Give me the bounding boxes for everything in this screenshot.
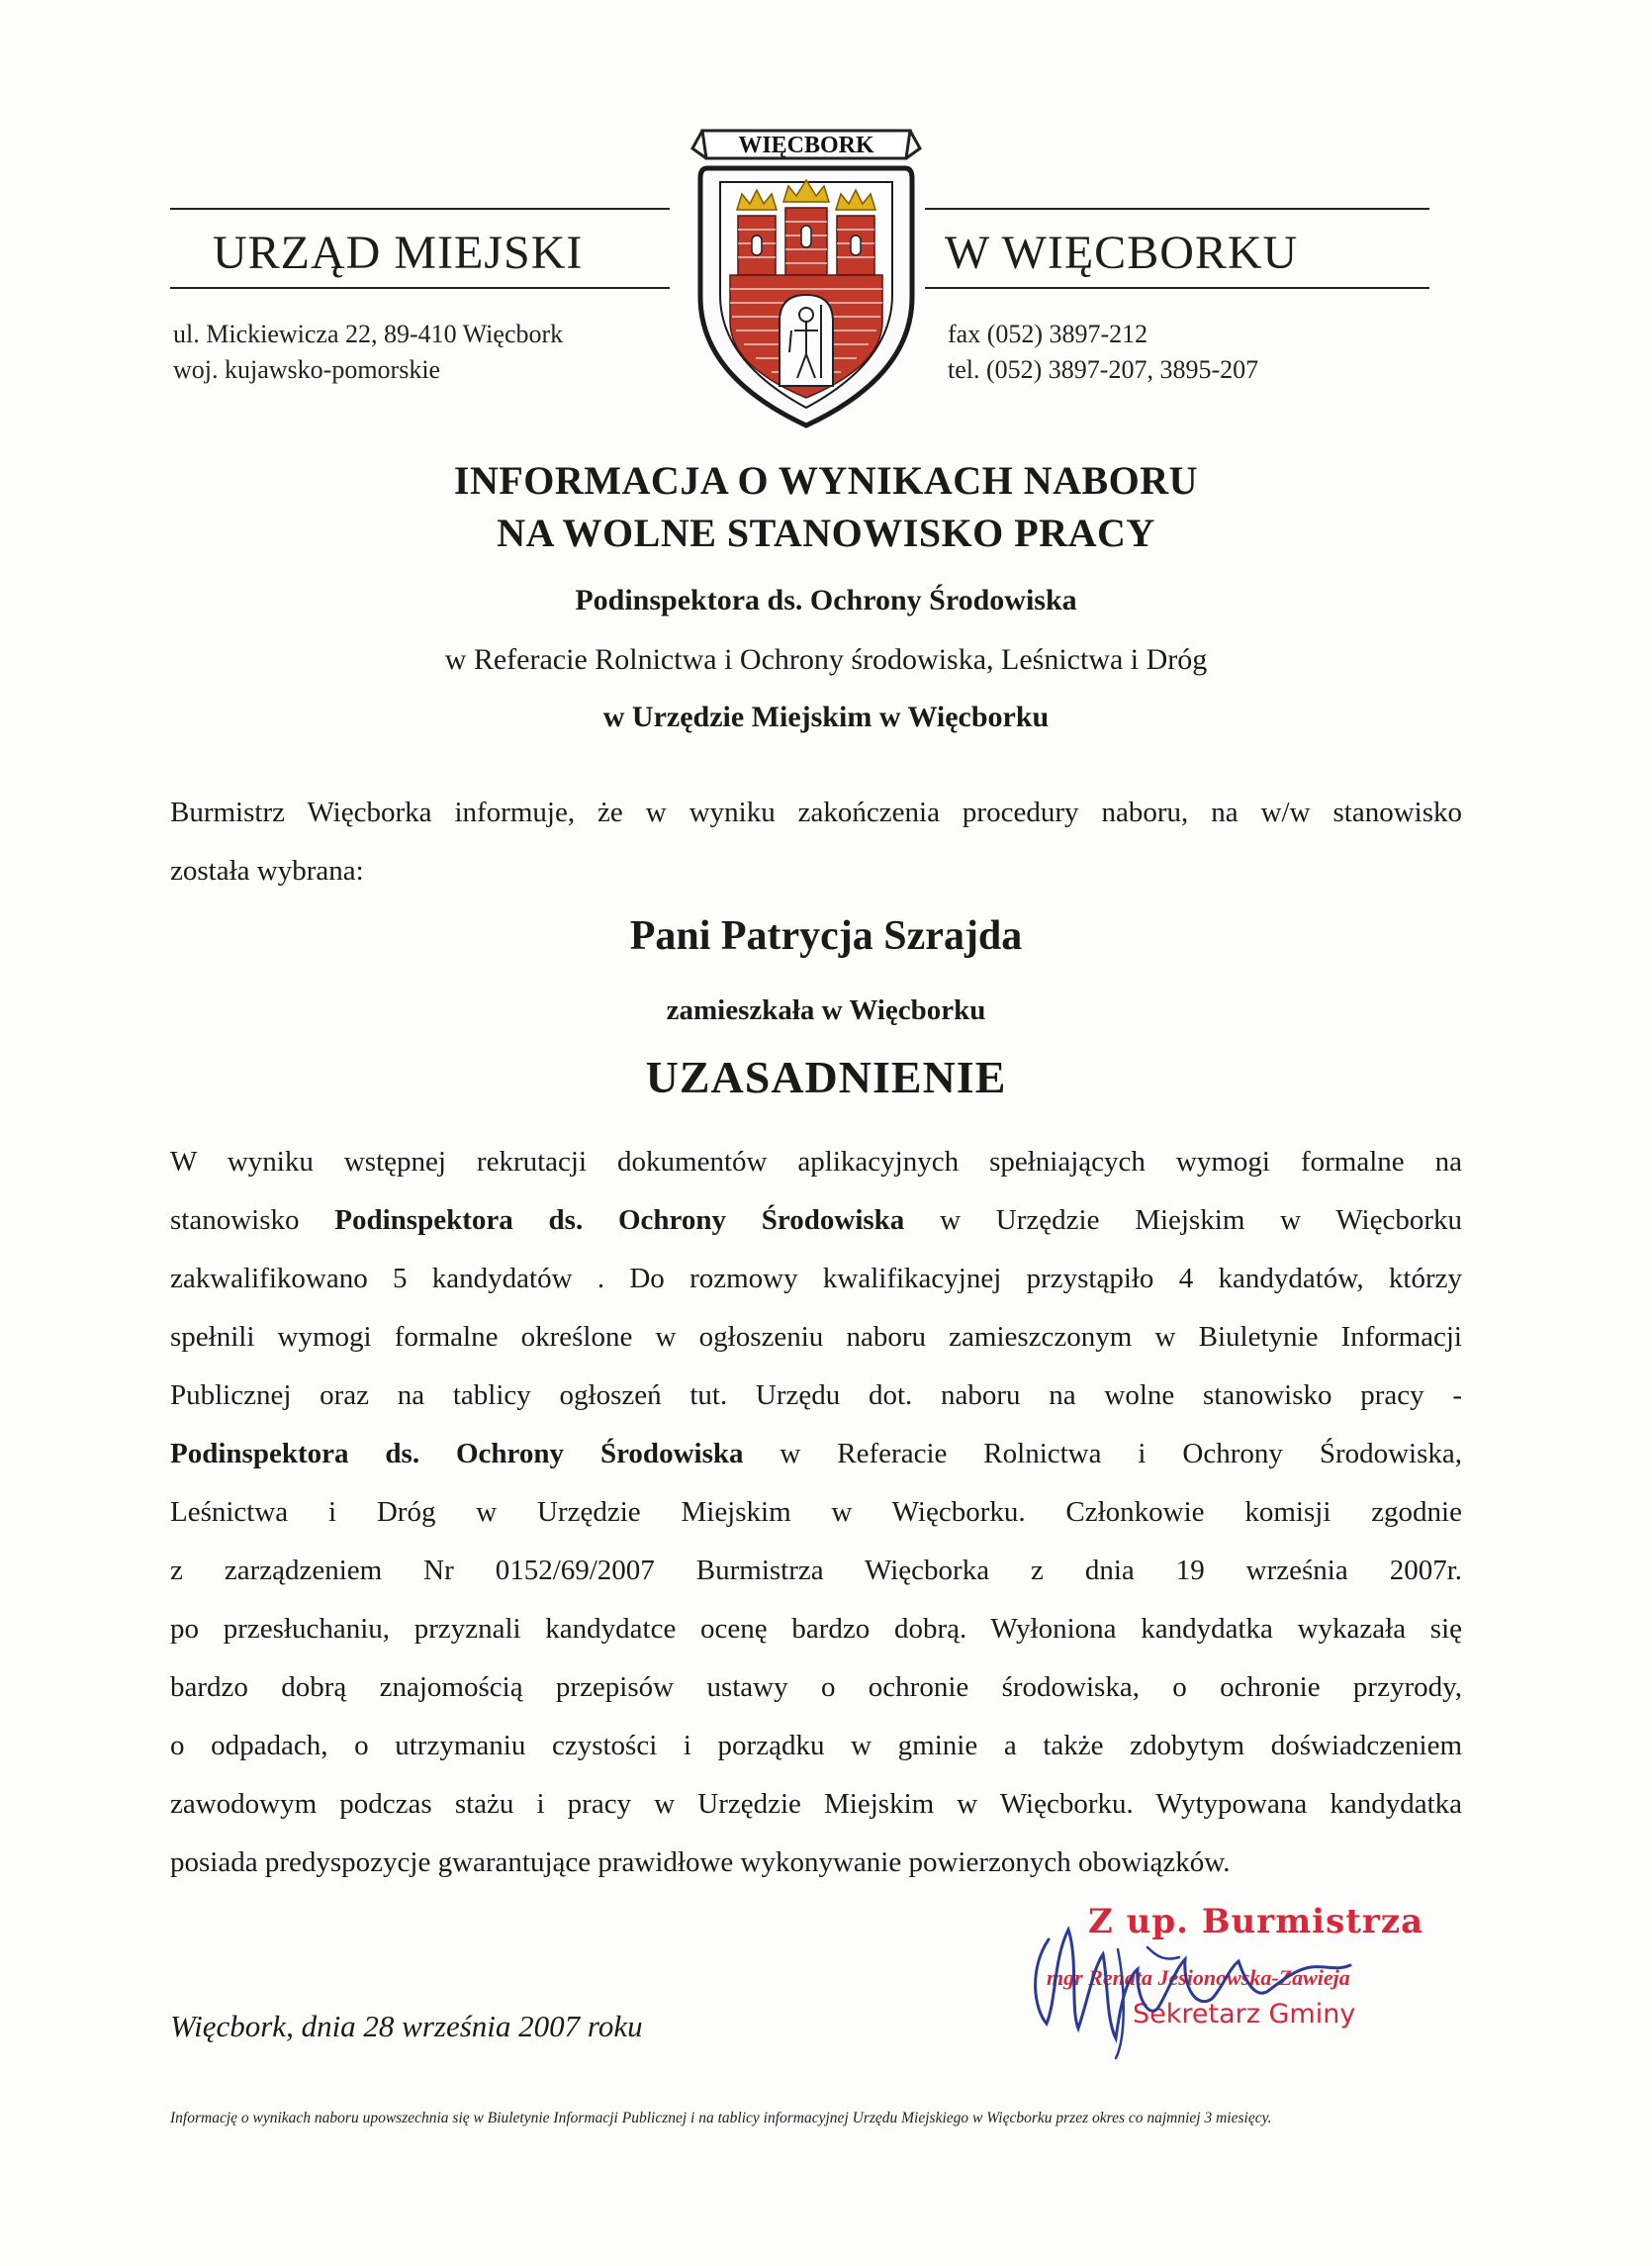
justification-line: z zarządzeniem Nr 0152/69/2007 Burmistrza Więcborka z dnia 19 września 2007r. xyxy=(170,1555,1462,1586)
intro-line-1: Burmistrz Więcborka informuje, że w wyniku zakończenia procedury naboru, na w/w stanowisko xyxy=(170,797,1462,828)
justification-line: spełnili wymogi formalne określone w ogłoszeniu naboru zamieszczonym w Biuletynie Informacji xyxy=(170,1321,1462,1353)
justification-line: zakwalifikowano 5 kandydatów . Do rozmowy kwalifikacyjnej przystąpiło 4 kandydatów, którzy xyxy=(170,1263,1462,1294)
department-name: w Referacie Rolnictwa i Ochrony środowiska, Leśnictwa i Dróg xyxy=(444,643,1208,676)
justification-paragraph xyxy=(170,1133,1462,1892)
crest-label: WIĘCBORK xyxy=(738,133,874,158)
contact-block xyxy=(948,317,1258,388)
text-fragment: stanowisko xyxy=(170,1204,300,1236)
stamp-authority: Z up. Burmistrza xyxy=(1088,1902,1424,1941)
header-rule-left-top xyxy=(170,208,670,210)
selected-candidate-name: Pani Patrycja Szrajda xyxy=(629,913,1023,959)
handwritten-signature xyxy=(1009,1900,1444,2068)
office-name-left: URZĄD MIEJSKI xyxy=(213,227,584,279)
header-rule-left-bottom xyxy=(170,287,670,289)
justification-line: zawodowym podczas stażu i pracy w Urzędzie Miejskim w Więcborku. Wytypowana kandydatka xyxy=(170,1788,1462,1820)
justification-line: Publicznej oraz na tablicy ogłoszeń tut. Urzędu dot. naboru na wolne stanowisko pracy - xyxy=(170,1379,1462,1411)
justification-line: bardzo dobrą znajomością przepisów ustawy o ochronie środowiska, o ochronie przyrody, xyxy=(170,1671,1462,1703)
title-line-2: NA WOLNE STANOWISKO PRACY xyxy=(497,511,1155,555)
coat-of-arms-icon xyxy=(683,119,930,445)
footnote: Informację o wynikach naboru upowszechnia się w Biuletynie Informacji Publicznej i na tablicy informacyjnej Urzędu Miejskiego w Więcborku przez okres co najmniej 3 miesięcy. xyxy=(170,2110,1272,2126)
intro-paragraph xyxy=(170,784,1462,900)
fax-number: fax (052) 3897-212 xyxy=(948,320,1148,348)
office-location: w Urzędzie Miejskim w Więcborku xyxy=(602,701,1050,733)
office-name-right: W WIĘCBORKU xyxy=(945,227,1299,279)
justification-line: posiada predyspozycje gwarantujące prawidłowe wykonywanie powierzonych obowiązków. xyxy=(170,1846,1231,1878)
phone-number: tel. (052) 3897-207, 3895-207 xyxy=(948,355,1259,384)
intro-line-2: została wybrana: xyxy=(170,855,364,887)
stamp-signatory: mgr Renata Jesionowska-Zawieja xyxy=(1047,1965,1350,1990)
candidate-residence: zamieszkała w Więcborku xyxy=(666,994,986,1026)
justification-heading: UZASADNIENIE xyxy=(645,1052,1007,1102)
address-street: ul. Mickiewicza 22, 89-410 Więcbork xyxy=(173,320,564,348)
title-line-1: INFORMACJA O WYNIKACH NABORU xyxy=(453,458,1199,503)
position-emphasis: Podinspektora ds. Ochrony Środowiska xyxy=(334,1204,905,1236)
justification-line: Leśnictwa i Dróg w Urzędzie Miejskim w Więcborku. Członkowie komisji zgodnie xyxy=(170,1496,1462,1528)
justification-line xyxy=(170,1191,1462,1250)
text-fragment: w Referacie Rolnictwa i Ochrony Środowiska, xyxy=(780,1438,1463,1469)
stamp-role: Sekretarz Gminy xyxy=(1133,1999,1356,2030)
address-region: woj. kujawsko-pomorskie xyxy=(173,355,441,384)
address-block xyxy=(173,317,563,388)
official-stamp xyxy=(1009,1900,1444,2068)
place-and-date: Więcbork, dnia 28 września 2007 roku xyxy=(170,2009,643,2043)
position-emphasis: Podinspektora ds. Ochrony Środowiska xyxy=(170,1438,744,1469)
header-rule-right-bottom xyxy=(925,287,1429,289)
justification-line xyxy=(170,1425,1462,1483)
position-title: Podinspektora ds. Ochrony Środowiska xyxy=(575,584,1077,616)
justification-line: W wyniku wstępnej rekrutacji dokumentów aplikacyjnych spełniających wymogi formalne na xyxy=(170,1146,1462,1178)
justification-line: po przesłuchaniu, przyznali kandydatce ocenę bardzo dobrą. Wyłoniona kandydatka wykazała się xyxy=(170,1613,1462,1645)
header-rule-right-top xyxy=(925,208,1429,210)
justification-line: o odpadach, o utrzymaniu czystości i porządku w gminie a także zdobytym doświadczeniem xyxy=(170,1730,1462,1761)
text-fragment: w Urzędzie Miejskim w Więcborku xyxy=(940,1204,1463,1236)
